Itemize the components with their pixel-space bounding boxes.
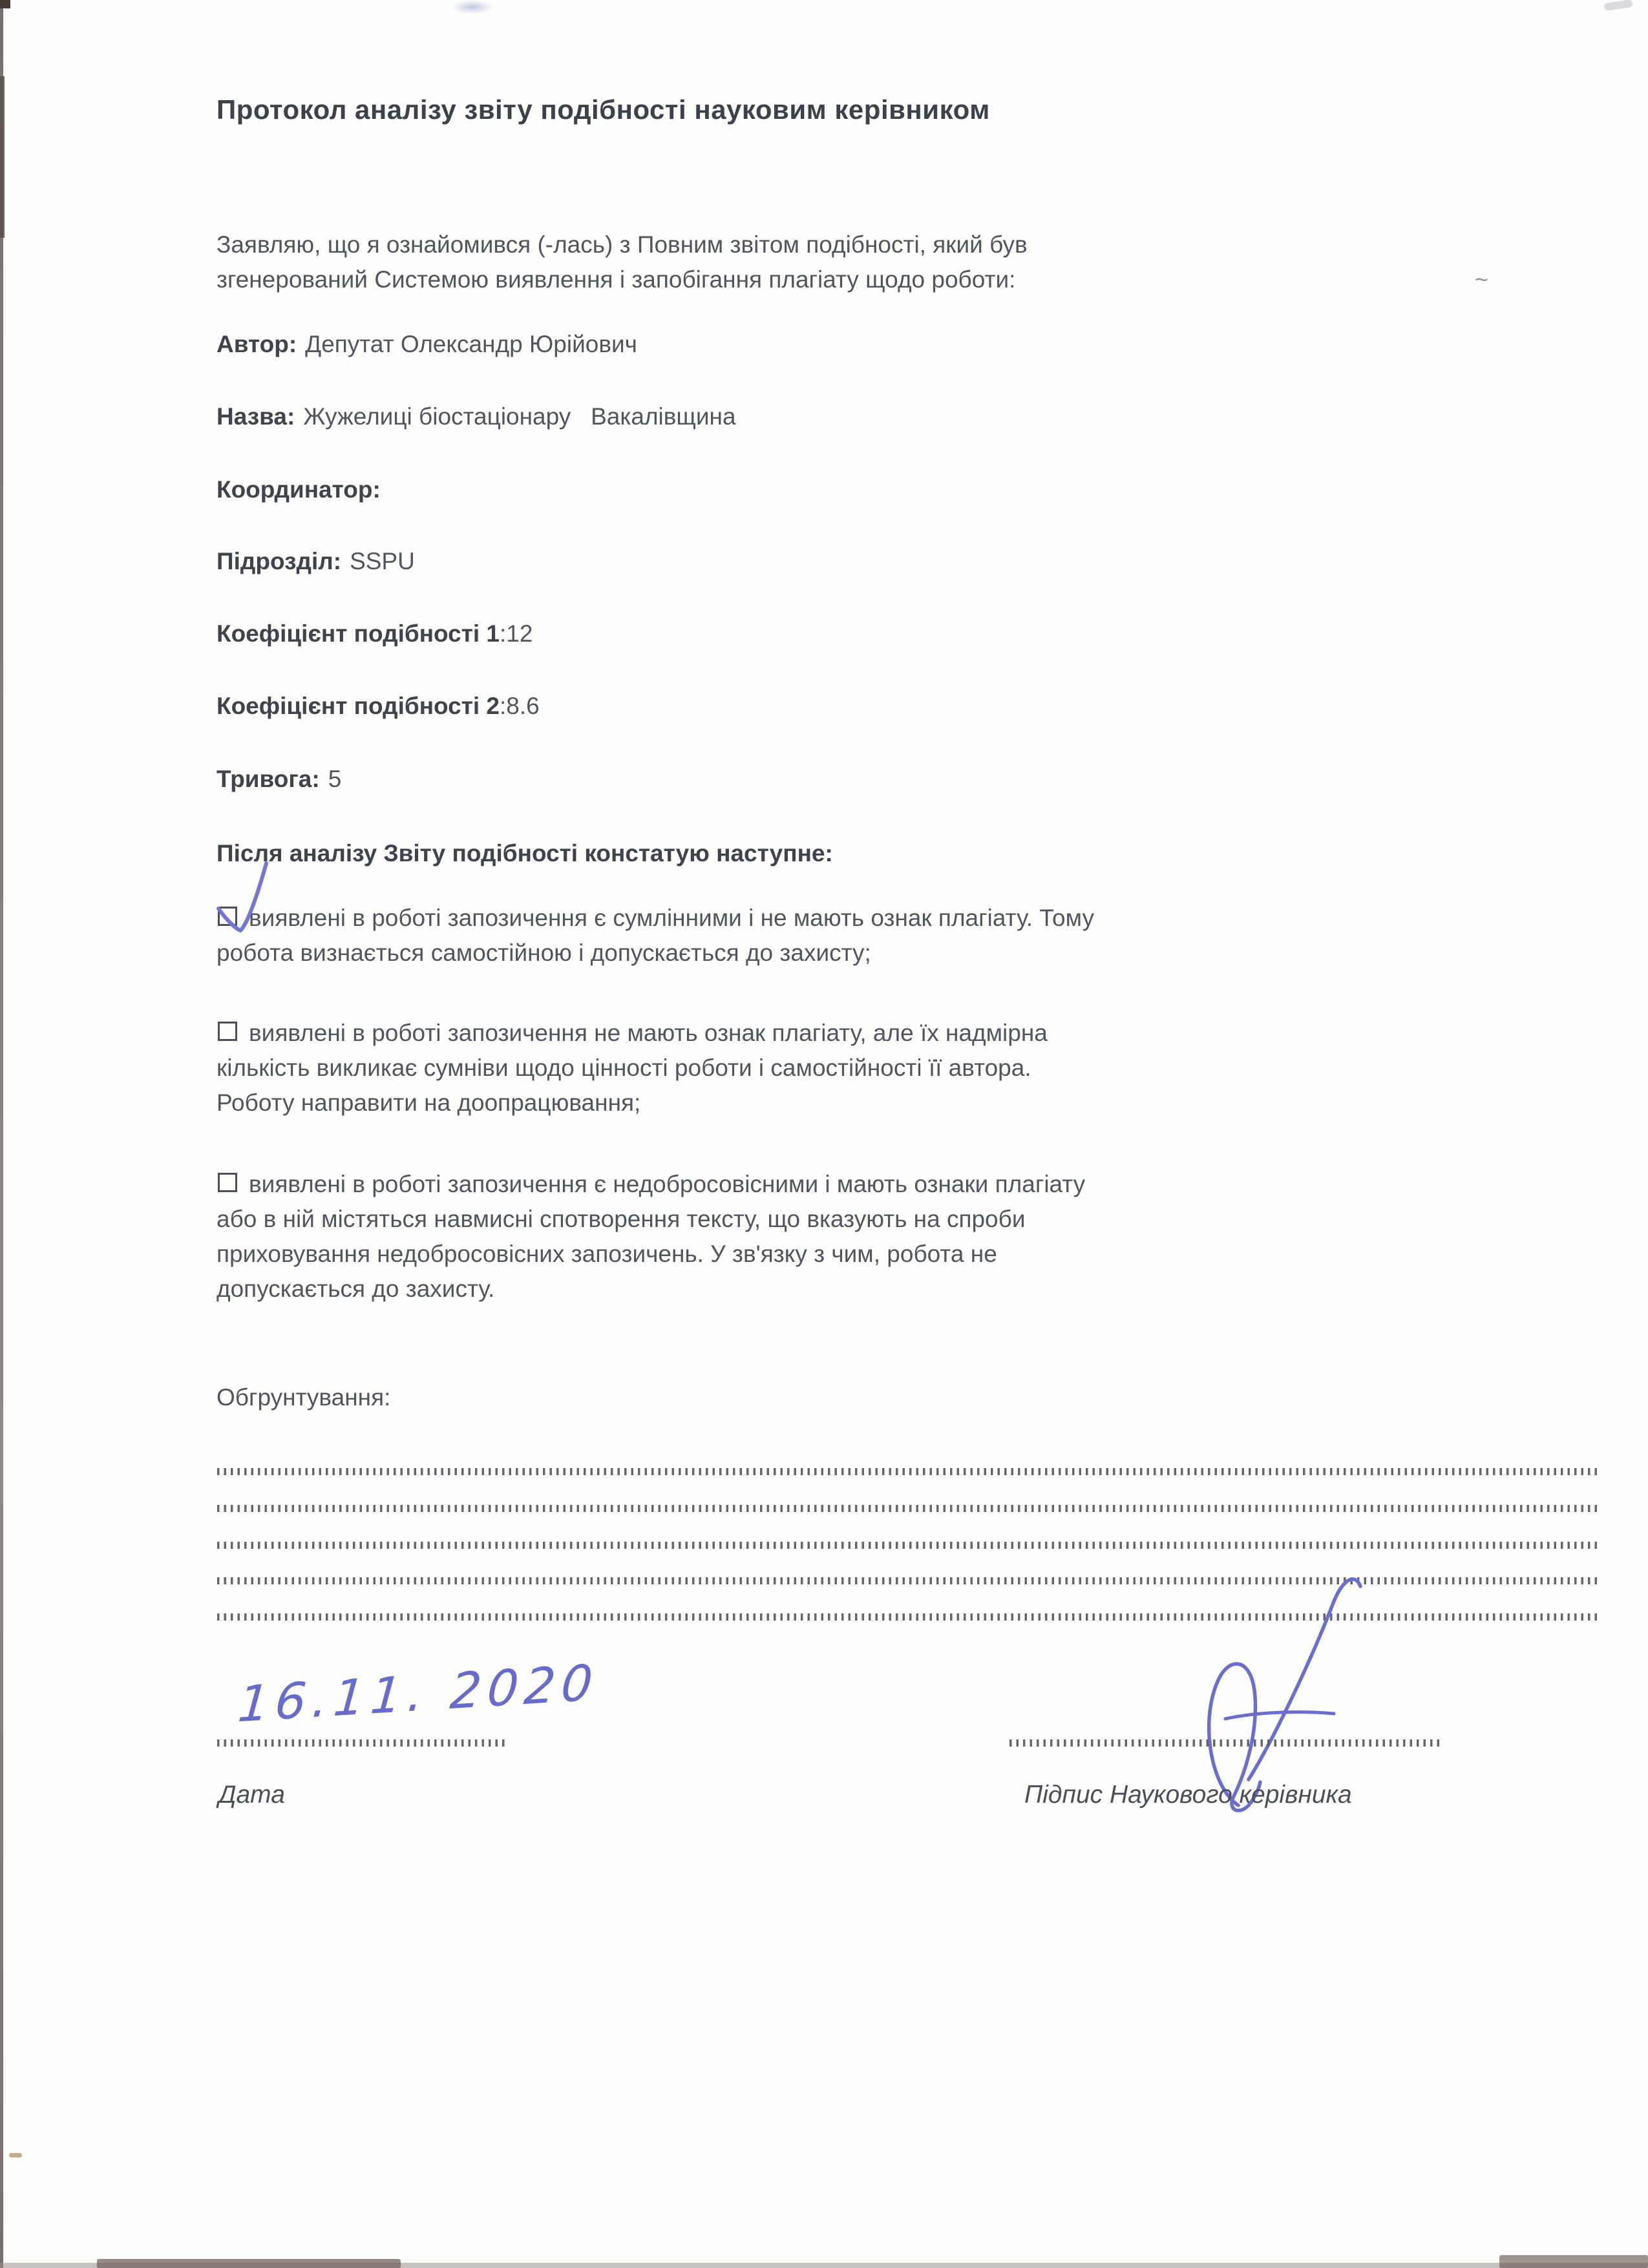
field-department-value: SSPU [350,548,415,574]
intro-paragraph [217,227,1028,297]
scan-artifact-left-edge [0,0,3,2268]
statement-heading: Після аналізу Звіту подібності констатую наступне: [217,840,833,866]
field-coordinator-label: Координатор: [217,476,381,503]
field-coefficient-2-value: :8.6 [500,693,540,719]
checkbox-option-3 [218,1173,237,1192]
intro-line: Заявляю, що я ознайомився (-лась) з Повним звітом подібності, який був [217,231,1028,258]
field-coefficient-1 [217,620,533,647]
field-alert-label: Тривога: [217,766,320,792]
field-author [217,331,637,358]
justification-dotted-line [217,1613,1601,1621]
justification-dotted-line [217,1468,1601,1475]
option-3 [217,1167,1085,1307]
handwritten-date: 16.11. 2020 [235,1653,601,1734]
signature-dotted-line [1009,1739,1444,1747]
date-label: Дата [218,1781,285,1809]
justification-dotted-line [217,1505,1601,1512]
option-2-line: виявлені в роботі запозичення не мають ознак плагіату, але їх надмірна [249,1020,1048,1046]
field-work-title-value: Жужелиці біостаціонару Вакалівщина [303,403,736,430]
scan-artifact-left-edge-dark [0,76,5,238]
justification-dotted-line [217,1542,1601,1549]
date-dotted-line [217,1739,505,1747]
field-coefficient-1-label: Коефіцієнт подібності 1 [217,620,500,647]
justification-label: Обгрунтування: [217,1384,391,1411]
field-alert [217,766,341,793]
scan-artifact-pen-tilde: ~ [1475,266,1489,293]
signature-label: Підпис Наукового керівника [1024,1781,1352,1809]
field-work-title [217,403,736,430]
option-1-line: робота визнається самостійною і допускається до захисту; [217,940,871,966]
field-author-label: Автор: [217,331,297,357]
option-3-line: допускається до захисту. [217,1276,495,1302]
field-author-value: Депутат Олександр Юрійович [305,331,637,357]
option-2-line: кількість викликає сумніви щодо цінності роботи і самостійності її автора. [217,1055,1031,1081]
scan-artifact-bottom-segment [97,2259,401,2268]
option-1 [217,901,1094,971]
scan-artifact-bottom-edge [0,2263,1648,2268]
option-2-line: Роботу направити на доопрацювання; [217,1089,641,1116]
checkmark-handwriting [209,857,280,947]
field-department [217,548,415,575]
field-coefficient-1-value: :12 [500,620,533,647]
option-1-line: виявлені в роботі запозичення є сумлінними і не мають ознак плагіату. Тому [249,905,1094,931]
field-department-label: Підрозділ: [217,548,342,574]
scan-artifact-top-smudge [451,0,494,14]
scan-artifact-speck [9,2153,22,2158]
field-alert-value: 5 [328,766,342,792]
option-3-line: приховування недобросовісних запозичень. У зв'язку з чим, робота не [217,1241,997,1267]
justification-dotted-line [217,1577,1601,1584]
option-3-line: або в ній містяться навмисні спотворення тексту, що вказують на спроби [217,1206,1026,1232]
scan-artifact-top-left-corner [0,0,10,8]
intro-line: згенерований Системою виявлення і запобігання плагіату щодо роботи: [217,266,1016,293]
checkbox-option-2 [218,1022,237,1041]
field-work-title-label: Назва: [217,403,295,430]
page-title: Протокол аналізу звіту подібності науковим керівником [217,94,990,125]
field-coefficient-2-label: Коефіцієнт подібності 2 [217,693,500,719]
option-2 [217,1016,1048,1120]
field-coordinator [217,476,389,503]
field-coefficient-2 [217,693,540,720]
option-3-line: виявлені в роботі запозичення є недобросовісними і мають ознаки плагіату [249,1171,1086,1197]
checkbox-option-1 [218,907,237,926]
scan-artifact-top-right-mark [1603,0,1632,11]
scan-artifact-bottom-right-corner [1499,2255,1648,2268]
